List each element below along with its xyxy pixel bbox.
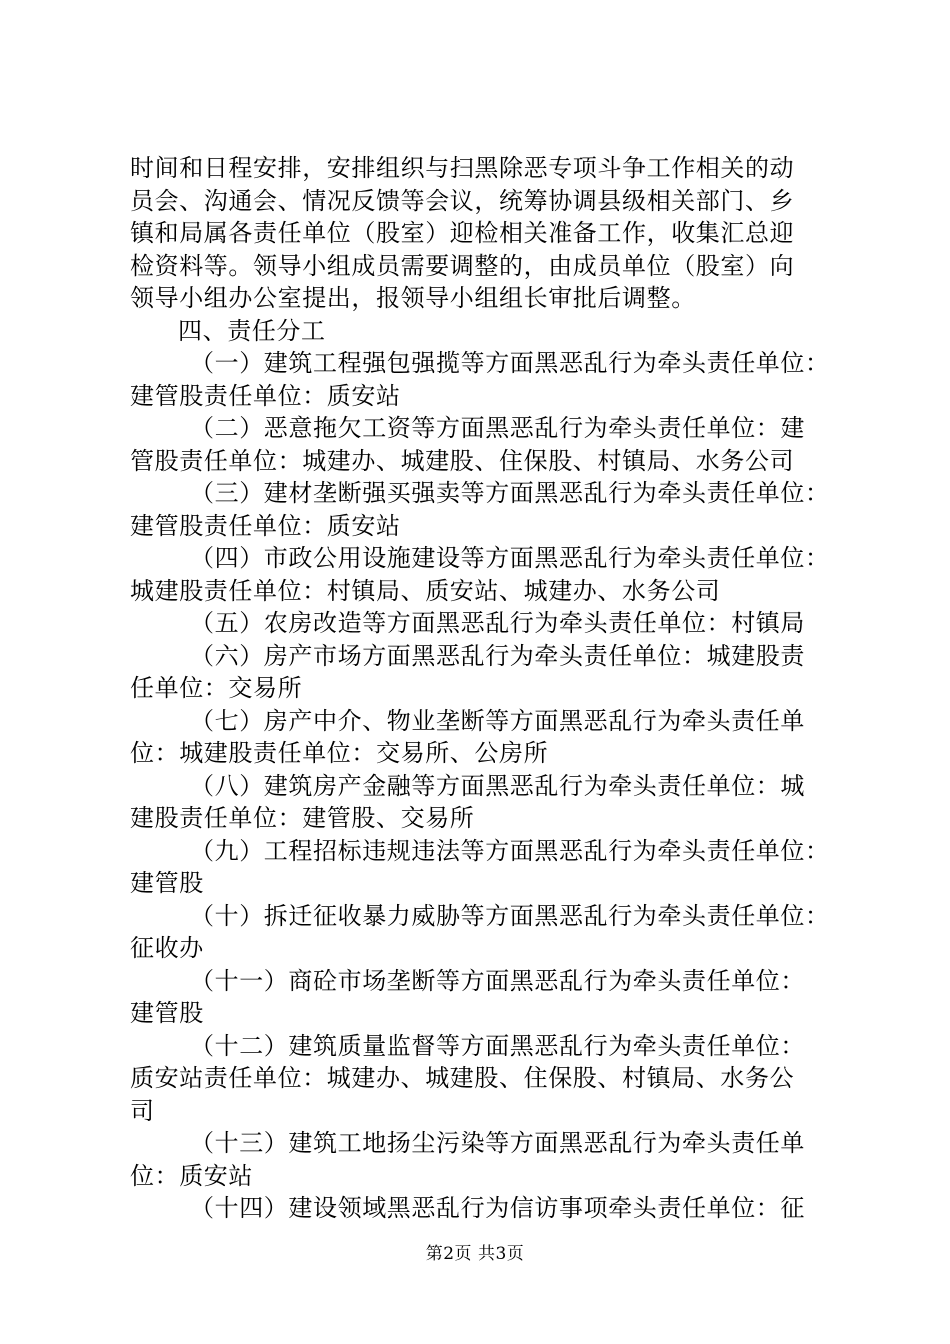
body-line: 建管股责任单位：质安站: [130, 381, 401, 410]
page-number-footer: 第2页 共3页: [425, 1244, 525, 1264]
list-item-line: （八）建筑房产金融等方面黑恶乱行为牵头责任单位：城: [190, 771, 805, 800]
document-body: [130, 152, 830, 1225]
body-line: 镇和局属各责任单位（股室）迎检相关准备工作，收集汇总迎: [130, 219, 795, 247]
body-line: 征收办: [130, 934, 204, 962]
body-line: 建股责任单位：建管股、交易所: [130, 804, 475, 832]
body-line: 管股责任单位：城建办、城建股、住保股、村镇局、水务公司: [130, 446, 795, 475]
list-item-line: （十三）建筑工地扬尘污染等方面黑恶乱行为牵头责任单: [190, 1129, 805, 1157]
list-item-line: （五）农房改造等方面黑恶乱行为牵头责任单位：村镇局: [190, 609, 805, 637]
body-line: 任单位：交易所: [130, 674, 303, 702]
list-item-line: （三）建材垄断强买强卖等方面黑恶乱行为牵头责任单位：: [190, 479, 830, 507]
list-item-line: （十四）建设领域黑恶乱行为信访事项牵头责任单位：征: [190, 1194, 805, 1222]
list-item-line: （四）市政公用设施建设等方面黑恶乱行为牵头责任单位：: [190, 544, 830, 572]
list-item-line: （十一）商砼市场垄断等方面黑恶乱行为牵头责任单位：: [190, 966, 805, 995]
section-heading: 四、责任分工: [178, 316, 326, 345]
list-item-line: （九）工程招标违规违法等方面黑恶乱行为牵头责任单位：: [190, 836, 830, 865]
list-item-line: （一）建筑工程强包强揽等方面黑恶乱行为牵头责任单位：: [190, 349, 830, 377]
list-item-line: （七）房产中介、物业垄断等方面黑恶乱行为牵头责任单: [190, 706, 805, 735]
body-line: 时间和日程安排，安排组织与扫黑除恶专项斗争工作相关的动: [130, 154, 795, 182]
body-line: 质安站责任单位：城建办、城建股、住保股、村镇局、水务公: [130, 1064, 795, 1092]
list-item-line: （二）恶意拖欠工资等方面黑恶乱行为牵头责任单位：建: [190, 414, 805, 442]
body-line: 位：城建股责任单位：交易所、公房所: [130, 739, 549, 767]
body-line: 领导小组办公室提出，报领导小组组长审批后调整。: [130, 284, 696, 312]
list-item-line: （十二）建筑质量监督等方面黑恶乱行为牵头责任单位：: [190, 1031, 805, 1060]
body-line: 建管股: [130, 869, 204, 897]
body-line: 员会、沟通会、情况反馈等会议，统筹协调县级相关部门、乡: [130, 186, 795, 215]
body-line: 城建股责任单位：村镇局、质安站、城建办、水务公司: [130, 576, 721, 605]
list-item-line: （六）房产市场方面黑恶乱行为牵头责任单位：城建股责: [190, 641, 805, 670]
body-line: 司: [130, 1096, 155, 1125]
body-line: 检资料等。领导小组成员需要调整的，由成员单位（股室）向: [130, 251, 795, 280]
body-line: 建管股责任单位：质安站: [130, 511, 401, 540]
list-item-line: （十）拆迁征收暴力威胁等方面黑恶乱行为牵头责任单位：: [190, 901, 830, 930]
body-line: 建管股: [130, 999, 204, 1027]
body-line: 位：质安站: [130, 1161, 253, 1190]
